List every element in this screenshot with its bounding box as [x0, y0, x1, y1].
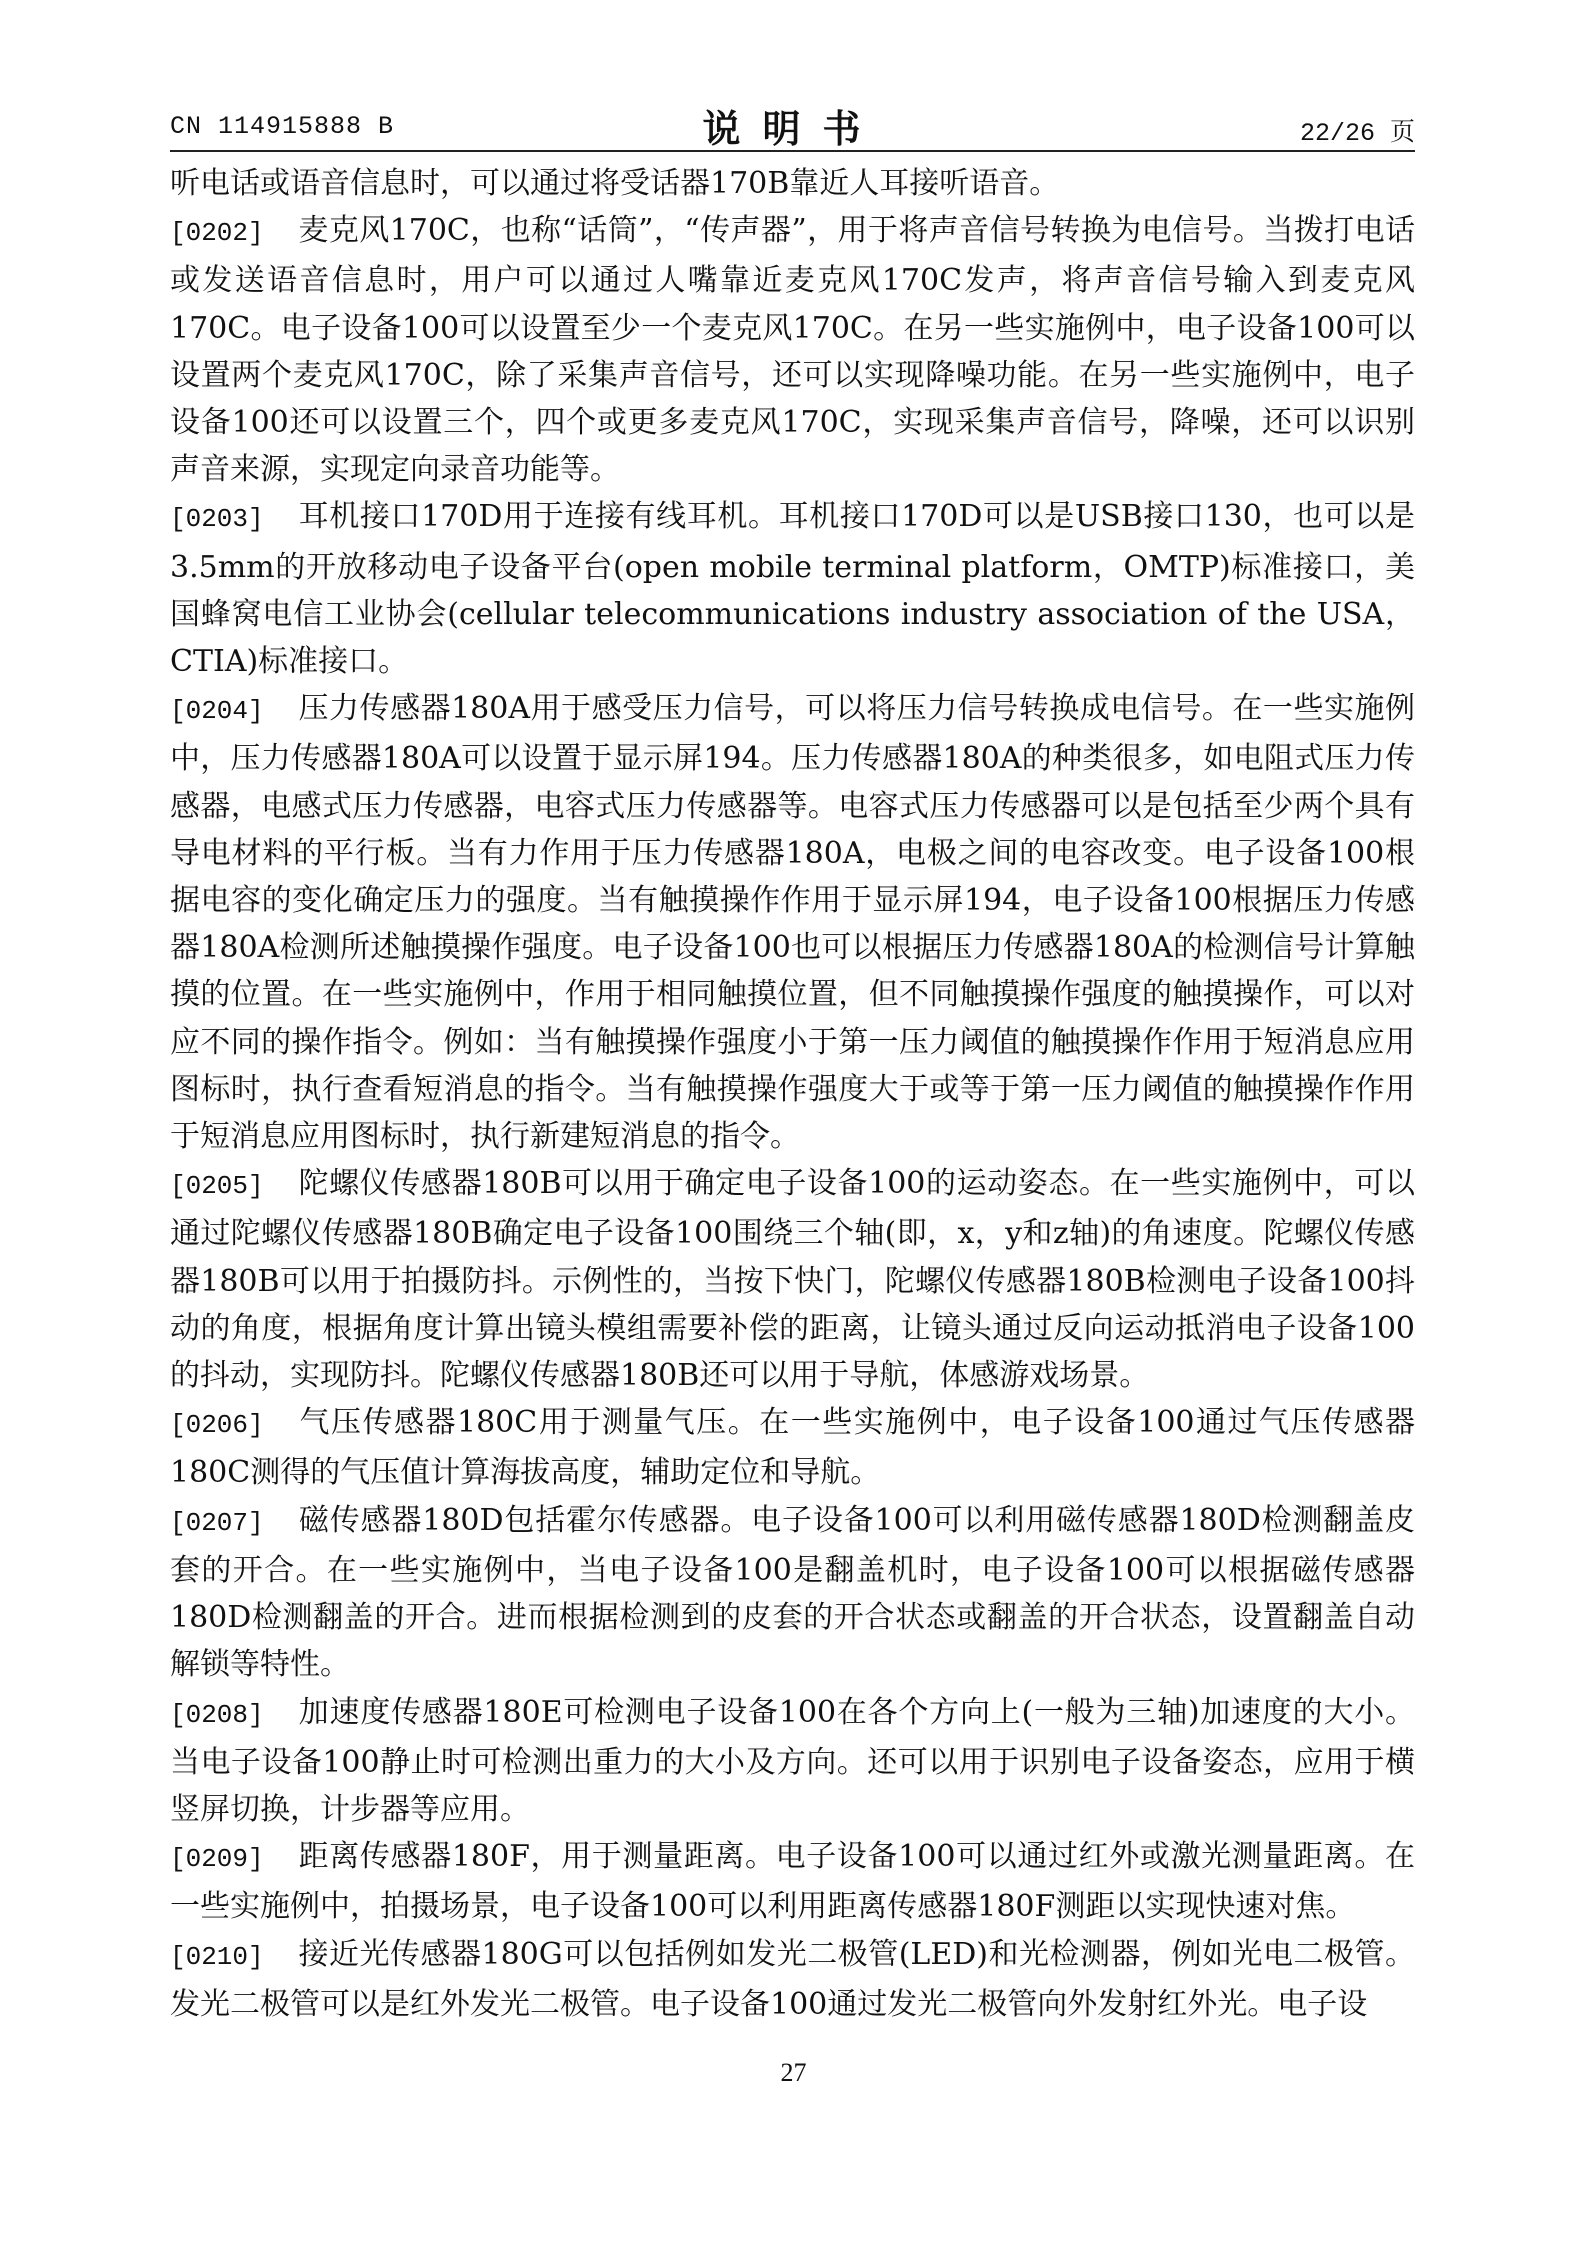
paragraph-number: [0207] — [170, 1507, 264, 1538]
header-rule — [170, 150, 1415, 152]
paragraph-number: [0210] — [170, 1941, 264, 1972]
paragraph-number: [0203] — [170, 504, 264, 535]
paragraph-0204 — [170, 685, 1415, 1160]
paragraph-text: 麦克风170C，也称“话筒”，“传声器”，用于将声音信号转换为电信号。当拨打电话或发送语音信息时，用户可以通过人嘴靠近麦克风170C发声，将声音信号输入到麦克风170C。电子设备100可以设置至少一个麦克风170C。在另一些实施例中，电子设备100可以设置两个麦克风170C，除了采集声音信号，还可以实现降噪功能。在另一些实施例中，电子设备100还可以设置三个，四个或更多麦克风170C，实现采集声音信号，降噪，还可以识别声音来源，实现定向录音功能等。 — [170, 213, 1415, 488]
paragraph-text: 加速度传感器180E可检测电子设备100在各个方向上(一般为三轴)加速度的大小。当电子设备100静止时可检测出重力的大小及方向。还可以用于识别电子设备姿态，应用于横竖屏切换，计步器等应用。 — [170, 1694, 1415, 1827]
paragraph-0210 — [170, 1931, 1415, 2028]
page-of-total: 22/26 页 — [1299, 119, 1415, 148]
continuation-text: 听电话或语音信息时，可以通过将受话器170B靠近人耳接听语音。 — [170, 166, 1060, 201]
paragraph-text: 陀螺仪传感器180B可以用于确定电子设备100的运动姿态。在一些实施例中，可以通过陀螺仪传感器180B确定电子设备100围绕三个轴(即，x，y和z轴)的角速度。陀螺仪传感器180B可以用于拍摄防抖。示例性的，当按下快门，陀螺仪传感器180B检测电子设备100抖动的角度，根据角度计算出镜头模组需要补偿的距离，让镜头通过反向运动抵消电子设备100的抖动，实现防抖。陀螺仪传感器180B还可以用于导航，体感游戏场景。 — [170, 1166, 1415, 1394]
paragraph-number: [0205] — [170, 1171, 264, 1202]
paragraph-number: [0202] — [170, 218, 264, 249]
paragraph-0206 — [170, 1399, 1415, 1496]
document-body — [170, 160, 1415, 2028]
paragraph-number: [0206] — [170, 1410, 264, 1441]
paragraph-text: 磁传感器180D包括霍尔传感器。电子设备100可以利用磁传感器180D检测翻盖皮套的开合。在一些实施例中，当电子设备100是翻盖机时，电子设备100可以根据磁传感器180D检测翻盖的开合。进而根据检测到的皮套的开合状态或翻盖的开合状态，设置翻盖自动解锁等特性。 — [170, 1502, 1415, 1683]
paragraph-text: 耳机接口170D用于连接有线耳机。耳机接口170D可以是USB接口130，也可以是3.5mm的开放移动电子设备平台(open mobile terminal platform，OMTP)标准接口，美国蜂窝电信工业协会(cellular telecommunications industry association of the USA，CTIA)标准接口。 — [170, 499, 1415, 680]
paragraph-text: 接近光传感器180G可以包括例如发光二极管(LED)和光检测器，例如光电二极管。发光二极管可以是红外发光二极管。电子设备100通过发光二极管向外发射红外光。电子设 — [170, 1936, 1415, 2022]
page-header — [170, 98, 1415, 151]
paragraph-text: 气压传感器180C用于测量气压。在一些实施例中，电子设备100通过气压传感器180C测得的气压值计算海拔高度，辅助定位和导航。 — [170, 1405, 1415, 1491]
paragraph-text: 距离传感器180F，用于测量距离。电子设备100可以通过红外或激光测量距离。在一些实施例中，拍摄场景，电子设备100可以利用距离传感器180F测距以实现快速对焦。 — [170, 1839, 1415, 1925]
paragraph-0205 — [170, 1160, 1415, 1399]
section-title: 说明书 — [702, 107, 883, 151]
page-number: 27 — [780, 2058, 807, 2087]
paragraph-0209 — [170, 1833, 1415, 1930]
paragraph-number: [0208] — [170, 1699, 264, 1730]
paragraph-0207 — [170, 1497, 1415, 1689]
paragraph-text: 压力传感器180A用于感受压力信号，可以将压力信号转换成电信号。在一些实施例中，压力传感器180A可以设置于显示屏194。压力传感器180A的种类很多，如电阻式压力传感器，电感式压力传感器，电容式压力传感器等。电容式压力传感器可以是包括至少两个具有导电材料的平行板。当有力作用于压力传感器180A，电极之间的电容改变。电子设备100根据电容的变化确定压力的强度。当有触摸操作作用于显示屏194，电子设备100根据压力传感器180A检测所述触摸操作强度。电子设备100也可以根据压力传感器180A的检测信号计算触摸的位置。在一些实施例中，作用于相同触摸位置，但不同触摸操作强度的触摸操作，可以对应不同的操作指令。例如：当有触摸操作强度小于第一压力阈值的触摸操作作用于短消息应用图标时，执行查看短消息的指令。当有触摸操作强度大于或等于第一压力阈值的触摸操作作用于短消息应用图标时，执行新建短消息的指令。 — [170, 691, 1415, 1155]
paragraph-0203 — [170, 493, 1415, 685]
paragraph-number: [0209] — [170, 1844, 264, 1875]
paragraph-0202 — [170, 207, 1415, 493]
paragraph-number: [0204] — [170, 696, 264, 727]
patent-number: CN 114915888 B — [170, 112, 395, 141]
paragraph-0208 — [170, 1689, 1415, 1834]
